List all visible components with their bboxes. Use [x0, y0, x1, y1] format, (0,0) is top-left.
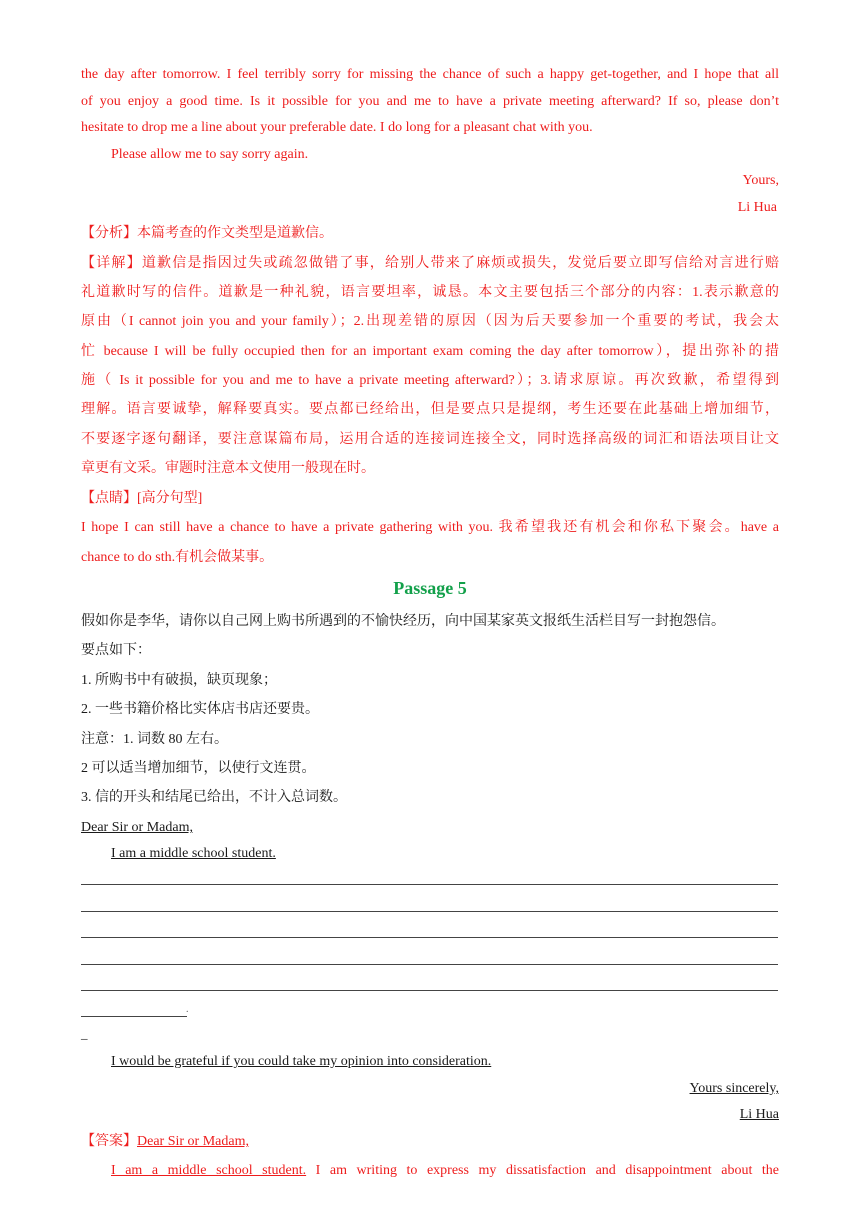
note-1: 注意：1. 词数 80 左右。 [81, 732, 228, 747]
highlight-line-1: I hope I can still have a chance to have a private gathering with you. 我希望我还有机会和你私下聚会。have a [81, 520, 779, 535]
highlight-tag: 【点睛】 [81, 491, 137, 506]
letter-line-1: the day after tomorrow. I feel terribly sorry for missing the chance of such a happy get-together, and I hope that all [81, 67, 779, 82]
letter-salutation [81, 819, 779, 837]
letter-line-3: hesitate to drop me a line about your preferable date. I do long for a pleasant chat with you. [81, 120, 593, 135]
template-signature [81, 1106, 779, 1124]
closing-sentence [81, 1053, 779, 1071]
answer-heading [81, 1133, 779, 1151]
closing-sentence-text: I would be grateful if you could take my opinion into consideration. [111, 1054, 492, 1069]
template-closing-text: Yours sincerely, [689, 1081, 779, 1096]
detail-tag: 【详解】 [81, 256, 142, 271]
highlight-title: [高分句型] [137, 491, 203, 506]
detail-line-4: 忙 because I will be fully occupied then for an important exam coming the day after tomorrow），提出弥补的措 [81, 344, 779, 359]
detail-text: 道歉信是指因过失或疏忽做错了事，给别人带来了麻烦或损失，发觉后要立即写信给对言进行赔 [141, 256, 780, 271]
point-2: 2. 一些书籍价格比实体店书店还要贵。 [81, 702, 319, 717]
note-3: 3. 信的开头和结尾已给出，不计入总词数。 [81, 790, 347, 805]
answer-rest: I am writing to express my dissatisfaction and disappointment about the [306, 1163, 779, 1178]
writing-line-6 [81, 1016, 187, 1017]
detail-line-1 [81, 255, 779, 273]
passage-title: Passage 5 [393, 578, 467, 598]
detail-line-2: 礼道歉时写的信件。道歉是一种礼貌，语言要坦率，诚恳。本文主要包括三个部分的内容：1.表示歉意的 [81, 285, 779, 300]
period-mark: . [186, 1004, 189, 1015]
template-signature-text: Li Hua [739, 1107, 779, 1122]
answer-tag: 【答案】 [81, 1134, 137, 1149]
point-1: 1. 所购书中有破损，缺页现象； [81, 673, 277, 688]
highlight-line-2: chance to do sth.有机会做某事。 [81, 550, 274, 565]
detail-line-7: 不要逐字逐句翻译，要注意谋篇布局，运用合适的连接词连接全文，同时选择高级的词汇和语法项目让文 [81, 432, 779, 447]
dash-mark: _ [81, 1026, 88, 1041]
letter-closing: Yours, [742, 173, 779, 188]
letter-opening [81, 845, 779, 863]
salutation-text: Dear Sir or Madam, [81, 820, 193, 835]
answer-opening: I am a middle school student. [111, 1163, 307, 1178]
detail-line-6: 理解。语言要诚挚，解释要真实。要点都已经给出，但是要点只是提纲，考生还要在此基础上增加细节， [81, 402, 779, 417]
passage-prompt: 假如你是李华，请你以自己网上购书所遇到的不愉快经历，向中国某家英文报纸生活栏目写一封抱怨信。 [81, 614, 725, 629]
analysis-text: 本篇考查的作文类型是道歉信。 [137, 226, 333, 241]
writing-line-2 [81, 911, 778, 912]
template-closing [81, 1080, 779, 1098]
writing-line-1 [81, 884, 778, 885]
points-label: 要点如下： [81, 643, 151, 658]
opening-text: I am a middle school student. [111, 846, 276, 861]
detail-line-5: 施（ Is it possible for you and me to have a private meeting afterward?）；3.请求原谅。再次致歉，希望得到 [81, 373, 779, 388]
writing-line-5 [81, 990, 778, 991]
highlight-heading [81, 490, 779, 508]
detail-line-3: 原由（I cannot join you and your family）；2.出现差错的原因（因为后天要参加一个重要的考试，我会太 [81, 314, 779, 329]
answer-line-1 [81, 1162, 779, 1180]
analysis-tag: 【分析】 [81, 226, 137, 241]
writing-line-3 [81, 937, 778, 938]
letter-line-2: of you enjoy a good time. Is it possible for you and me to have a private meeting afterward? If so, please don’t [81, 94, 779, 109]
analysis-paragraph [81, 225, 779, 243]
letter-apology: Please allow me to say sorry again. [111, 147, 309, 162]
letter-signature: Li Hua [737, 200, 777, 215]
writing-line-4 [81, 964, 778, 965]
note-2: 2 可以适当增加细节，以使行文连贯。 [81, 761, 316, 776]
answer-salutation: Dear Sir or Madam, [137, 1134, 249, 1149]
detail-line-8: 章更有文采。审题时注意本文使用一般现在时。 [81, 461, 375, 476]
